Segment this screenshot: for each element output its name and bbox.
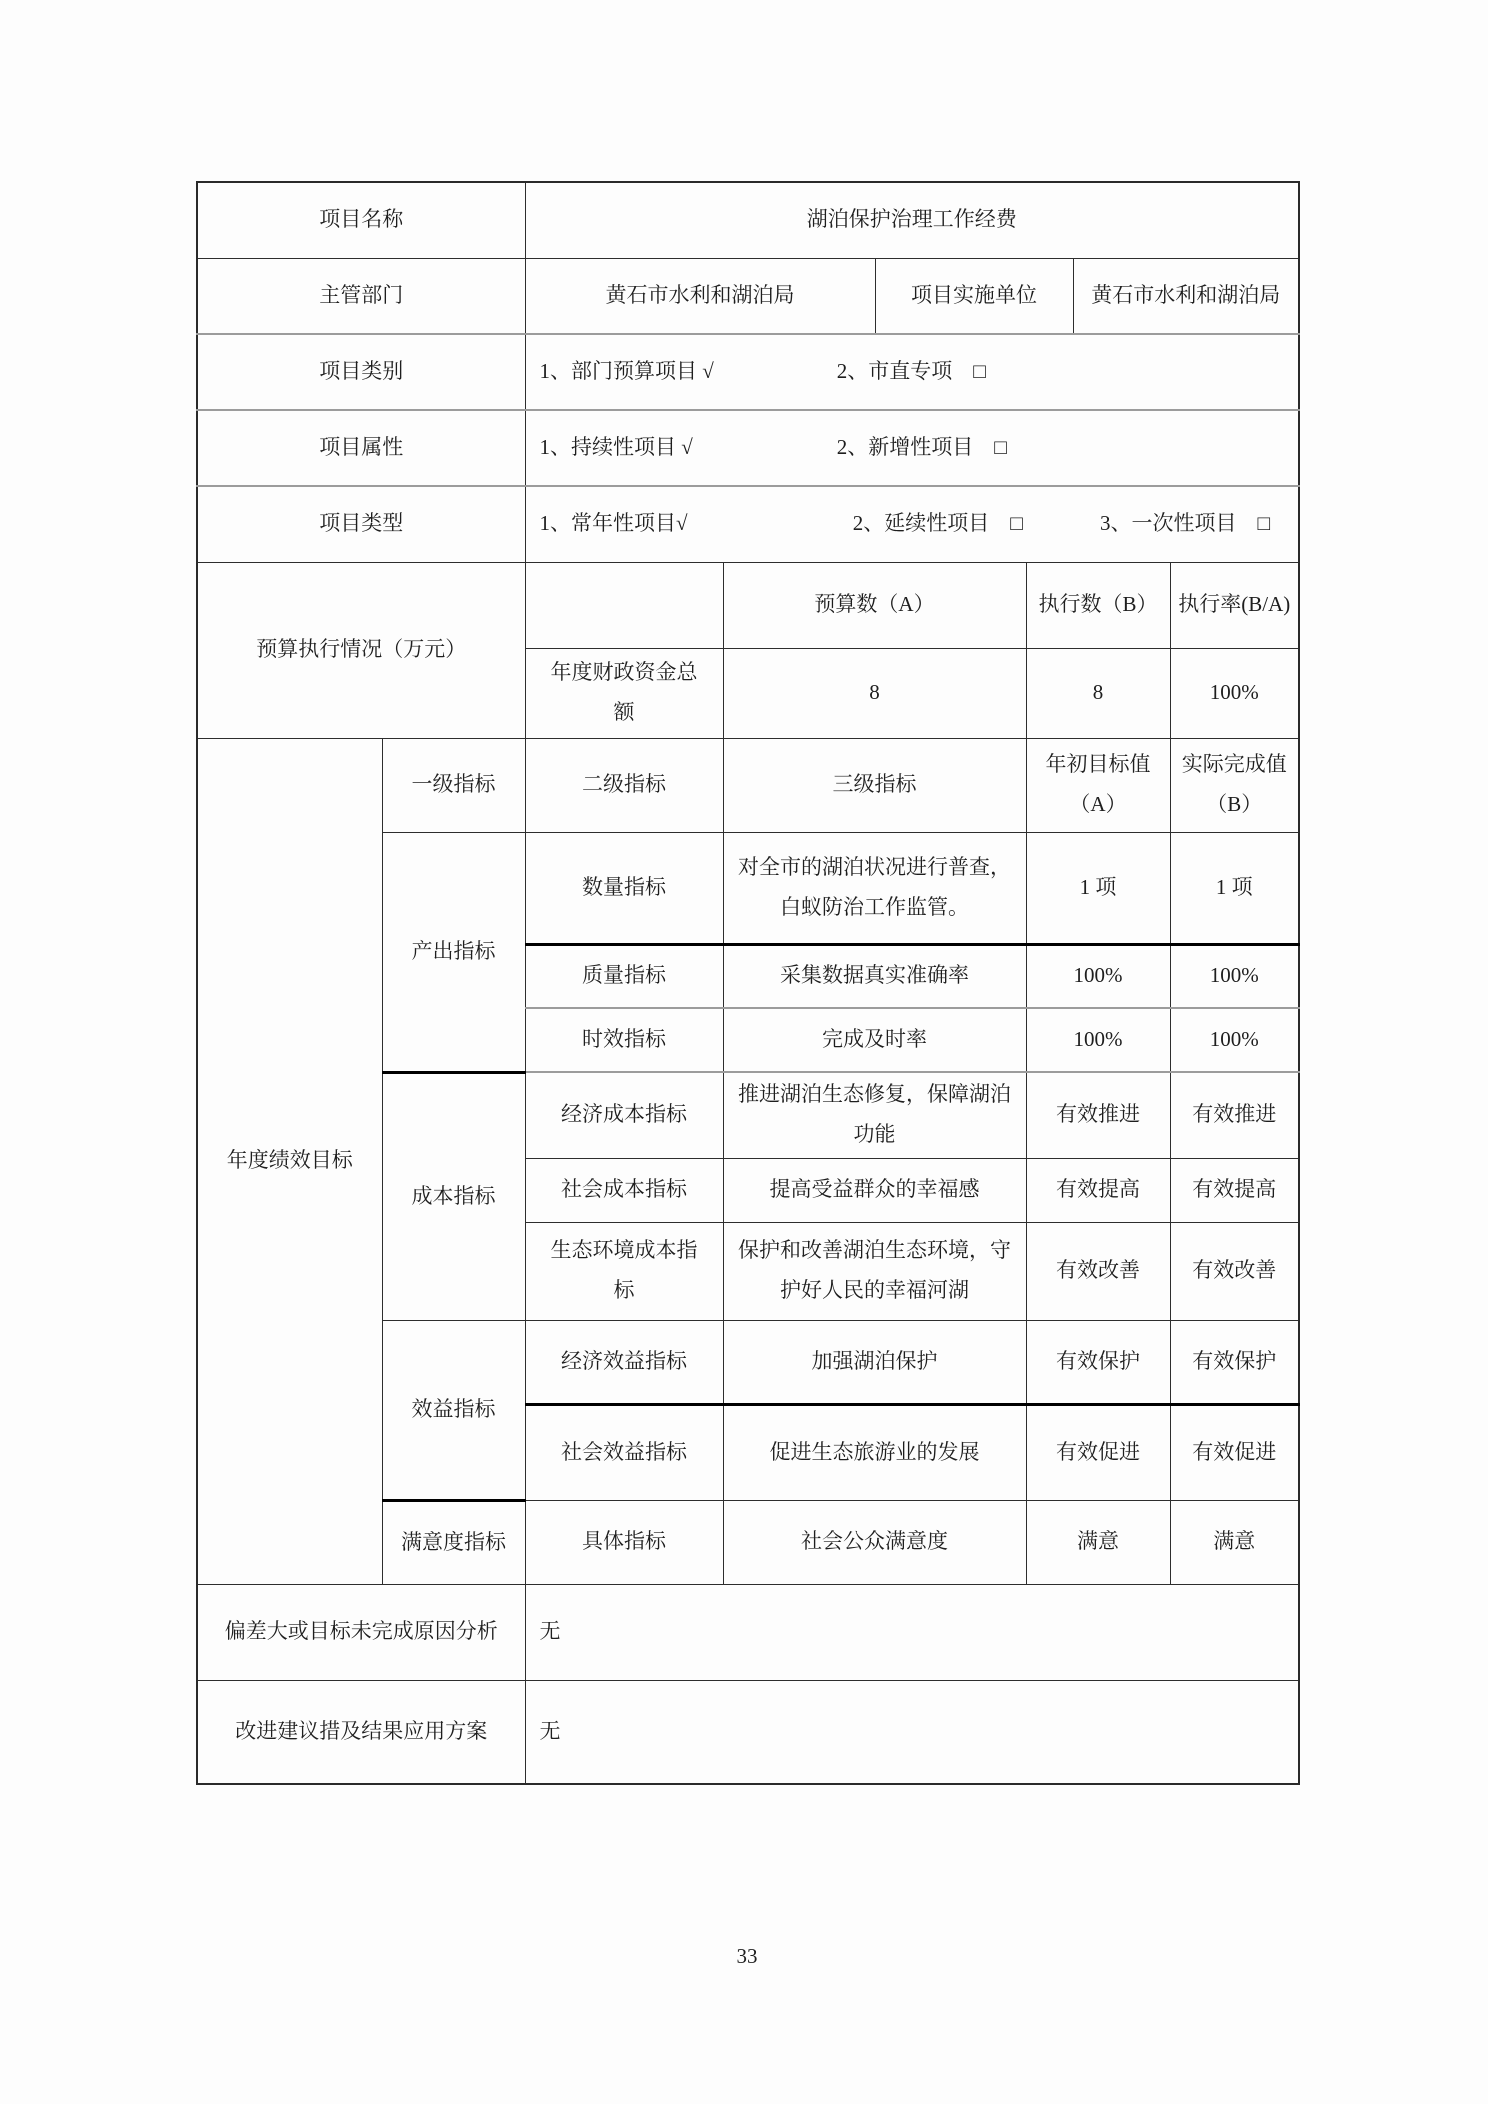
indicator-target: 有效提高: [1026, 1158, 1170, 1222]
indicator-target: 有效推进: [1026, 1072, 1170, 1158]
page-number: 33: [736, 1944, 758, 1968]
rate-value: 100%: [1170, 648, 1299, 738]
group-output-label: 产出指标: [382, 832, 525, 1072]
indicator-actual: 有效促进: [1170, 1404, 1299, 1500]
project-name-label: 项目名称: [197, 182, 525, 258]
indicator-actual: 有效推进: [1170, 1072, 1299, 1158]
type-label: 项目类型: [197, 486, 525, 562]
header-target: 年初目标值（A）: [1026, 738, 1170, 832]
indicator-level3: 提高受益群众的幸福感: [723, 1158, 1026, 1222]
improvement-value: 无: [525, 1680, 1299, 1784]
department-value: 黄石市水利和湖泊局: [525, 258, 875, 334]
project-name-value: 湖泊保护治理工作经费: [525, 182, 1299, 258]
indicator-target: 满意: [1026, 1500, 1170, 1584]
indicator-level2: 经济效益指标: [525, 1320, 723, 1404]
indicator-level3: 完成及时率: [723, 1008, 1026, 1072]
group-satisfaction-label: 满意度指标: [382, 1500, 525, 1584]
indicator-target: 有效保护: [1026, 1320, 1170, 1404]
category-option-2: 2、市直专项 □: [836, 359, 986, 384]
indicator-actual: 1 项: [1170, 832, 1299, 944]
deviation-value: 无: [525, 1584, 1299, 1680]
performance-section-label: 年度绩效目标: [197, 738, 382, 1584]
attribute-label: 项目属性: [197, 410, 525, 486]
indicator-level2: 生态环境成本指标: [525, 1222, 723, 1320]
indicator-level3: 推进湖泊生态修复，保障湖泊功能: [723, 1072, 1026, 1158]
header-actual: 实际完成值（B）: [1170, 738, 1299, 832]
improvement-label: 改进建议措及结果应用方案: [197, 1680, 525, 1784]
impl-unit-value: 黄石市水利和湖泊局: [1073, 258, 1299, 334]
exec-value: 8: [1026, 648, 1170, 738]
attribute-option-2: 2、新增性项目 □: [836, 435, 1007, 460]
indicator-target: 有效改善: [1026, 1222, 1170, 1320]
header-level1: 一级指标: [382, 738, 525, 832]
indicator-target: 100%: [1026, 944, 1170, 1008]
budget-section-label: 预算执行情况（万元）: [197, 562, 525, 738]
indicator-actual: 100%: [1170, 1008, 1299, 1072]
indicator-level3: 加强湖泊保护: [723, 1320, 1026, 1404]
indicator-level3: 社会公众满意度: [723, 1500, 1026, 1584]
indicator-level2: 经济成本指标: [525, 1072, 723, 1158]
indicator-level3: 促进生态旅游业的发展: [723, 1404, 1026, 1500]
category-option-1: 1、部门预算项目 √: [539, 359, 714, 384]
indicator-level2: 质量指标: [525, 944, 723, 1008]
indicator-actual: 有效提高: [1170, 1158, 1299, 1222]
header-level2: 二级指标: [525, 738, 723, 832]
attribute-option-1: 1、持续性项目 √: [539, 435, 693, 460]
budget-empty-cell: [525, 562, 723, 648]
indicator-target: 有效促进: [1026, 1404, 1170, 1500]
group-benefit-label: 效益指标: [382, 1320, 525, 1500]
attribute-options: [525, 410, 1299, 486]
group-cost-label: 成本指标: [382, 1072, 525, 1320]
header-level3: 三级指标: [723, 738, 1026, 832]
indicator-level2: 社会成本指标: [525, 1158, 723, 1222]
budget-col-budget: 预算数（A）: [723, 562, 1026, 648]
project-performance-table: [196, 181, 1300, 1785]
department-label: 主管部门: [197, 258, 525, 334]
indicator-actual: 满意: [1170, 1500, 1299, 1584]
indicator-actual: 100%: [1170, 944, 1299, 1008]
deviation-label: 偏差大或目标未完成原因分析: [197, 1584, 525, 1680]
impl-unit-label: 项目实施单位: [875, 258, 1073, 334]
indicator-level2: 具体指标: [525, 1500, 723, 1584]
type-options: [525, 486, 1299, 562]
type-option-2: 2、延续性项目 □: [852, 511, 1023, 536]
indicator-level3: 保护和改善湖泊生态环境，守护好人民的幸福河湖: [723, 1222, 1026, 1320]
category-label: 项目类别: [197, 334, 525, 410]
type-option-1: 1、常年性项目√: [539, 511, 688, 536]
indicator-level3: 采集数据真实准确率: [723, 944, 1026, 1008]
indicator-target: 100%: [1026, 1008, 1170, 1072]
indicator-level2: 数量指标: [525, 832, 723, 944]
budget-value: 8: [723, 648, 1026, 738]
category-options: [525, 334, 1299, 410]
budget-row-label: 年度财政资金总额: [525, 648, 723, 738]
indicator-actual: 有效保护: [1170, 1320, 1299, 1404]
indicator-level2: 社会效益指标: [525, 1404, 723, 1500]
indicator-level2: 时效指标: [525, 1008, 723, 1072]
indicator-target: 1 项: [1026, 832, 1170, 944]
indicator-level3: 对全市的湖泊状况进行普查，白蚁防治工作监管。: [723, 832, 1026, 944]
type-option-3: 3、一次性项目 □: [1100, 511, 1271, 536]
budget-col-exec: 执行数（B）: [1026, 562, 1170, 648]
budget-col-rate: 执行率(B/A): [1170, 562, 1299, 648]
indicator-actual: 有效改善: [1170, 1222, 1299, 1320]
